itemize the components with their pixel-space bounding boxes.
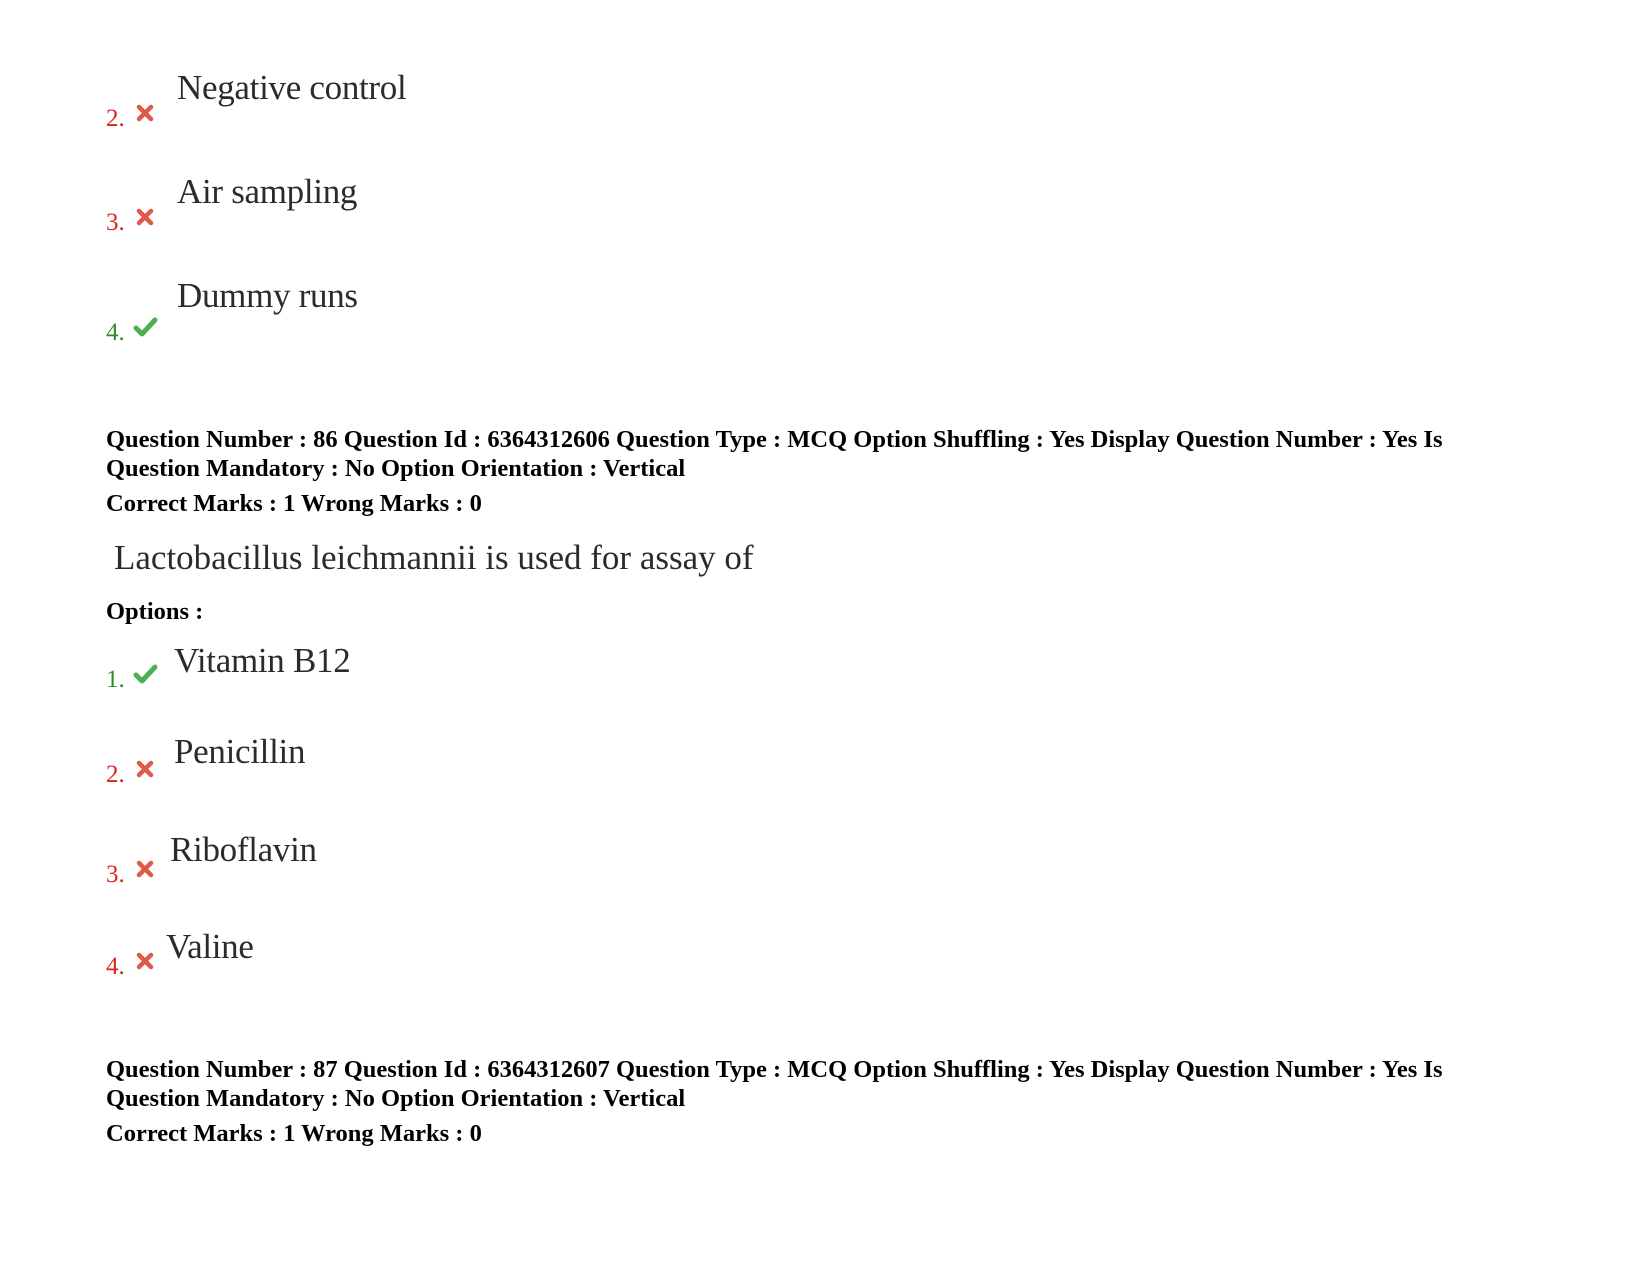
question-87-marks — [106, 1119, 1546, 1148]
cross-mark-icon — [132, 756, 158, 782]
question-86-text: Lactobacillus leichmannii is used for assay of — [114, 538, 754, 577]
options-label: Options : — [106, 598, 204, 625]
marks-line: Correct Marks : 1 Wrong Marks : 0 — [106, 490, 482, 517]
cross-mark-icon — [132, 204, 158, 230]
option-item — [0, 927, 900, 987]
option-number: 4. — [106, 319, 125, 346]
option-text: Vitamin B12 — [174, 641, 351, 680]
option-text: Air sampling — [177, 172, 358, 211]
option-item — [0, 276, 900, 346]
meta-line: Question Mandatory : No Option Orientation : Vertical — [106, 455, 686, 482]
option-number: 3. — [106, 209, 125, 236]
option-item — [0, 732, 900, 792]
check-mark-icon — [132, 314, 158, 340]
question-87-meta — [106, 1055, 1546, 1113]
option-item — [0, 172, 900, 236]
option-text: Penicillin — [174, 732, 306, 771]
cross-mark-icon — [132, 100, 158, 126]
option-item — [0, 830, 900, 890]
marks-line: Correct Marks : 1 Wrong Marks : 0 — [106, 1120, 482, 1147]
option-number: 4. — [106, 953, 125, 980]
meta-line: Question Number : 86 Question Id : 6364312606 Question Type : MCQ Option Shuffling : Yes Display Question Number : Yes Is — [106, 426, 1443, 453]
option-number: 1. — [106, 666, 125, 693]
meta-line: Question Mandatory : No Option Orientation : Vertical — [106, 1085, 686, 1112]
cross-mark-icon — [132, 948, 158, 974]
option-number: 2. — [106, 105, 125, 132]
question-86-meta — [106, 425, 1546, 483]
option-item — [0, 68, 900, 132]
option-text: Riboflavin — [170, 830, 317, 869]
option-number: 2. — [106, 761, 125, 788]
cross-mark-icon — [132, 856, 158, 882]
question-86-marks — [106, 489, 1546, 518]
option-text: Dummy runs — [177, 276, 358, 315]
meta-line: Question Number : 87 Question Id : 6364312607 Question Type : MCQ Option Shuffling : Yes Display Question Number : Yes Is — [106, 1056, 1443, 1083]
option-text: Valine — [166, 927, 254, 966]
option-item — [0, 641, 900, 701]
check-mark-icon — [132, 661, 158, 687]
option-number: 3. — [106, 861, 125, 888]
option-text: Negative control — [177, 68, 407, 107]
